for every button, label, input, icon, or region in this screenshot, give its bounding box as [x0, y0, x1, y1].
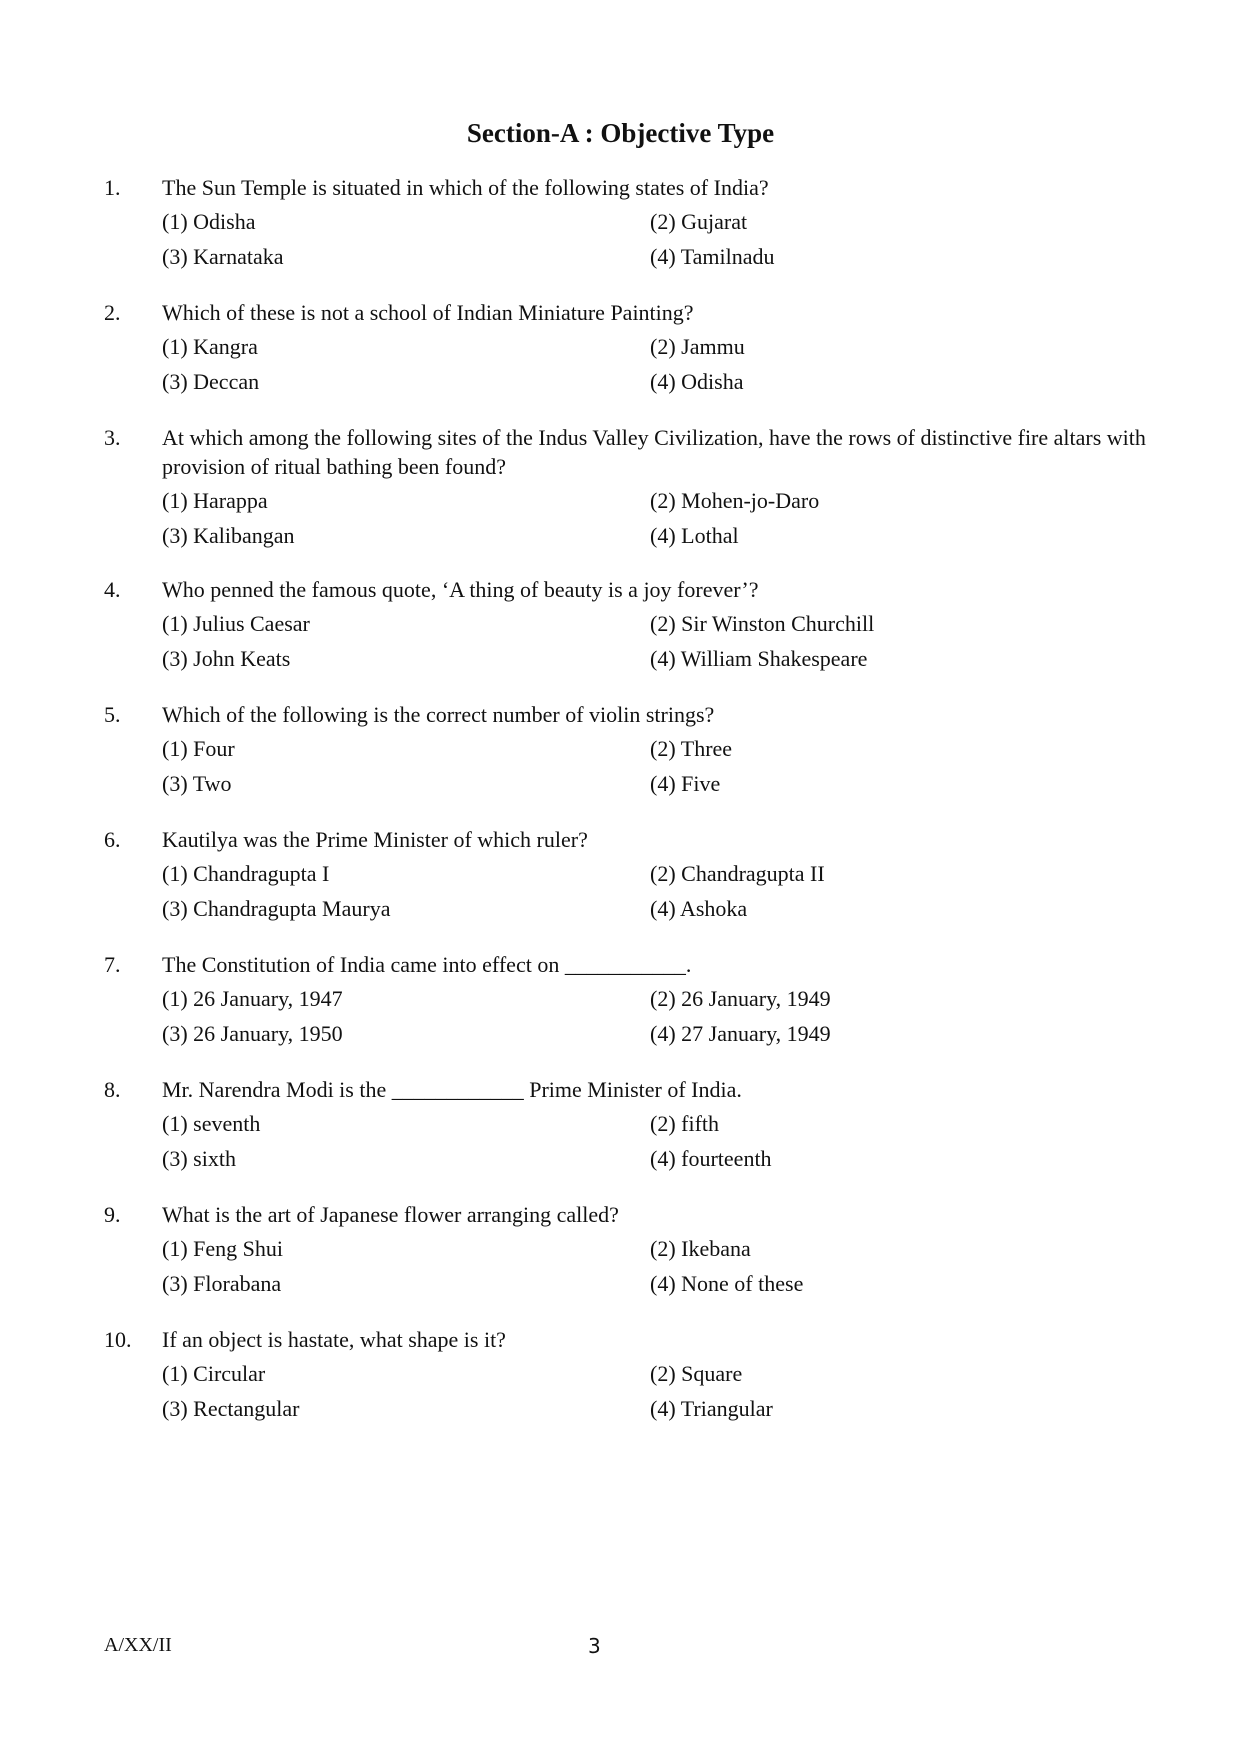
options	[162, 1234, 1164, 1304]
question-text: If an object is hastate, what shape is it?	[162, 1327, 506, 1352]
option-3: (3) sixth	[162, 1146, 236, 1171]
question-text: The Constitution of India came into effect on ___________.	[162, 952, 692, 977]
question-text: What is the art of Japanese flower arranging called?	[162, 1202, 619, 1227]
page-number: 3	[588, 1634, 601, 1658]
options	[162, 1109, 1164, 1179]
option-2: (2) Gujarat	[650, 209, 748, 234]
question-number: 2.	[104, 300, 121, 325]
paper-code: A/XX/II	[104, 1634, 172, 1656]
option-4: (4) Triangular	[650, 1396, 773, 1421]
section-title: Section-A : Objective Type	[466, 118, 775, 148]
question-number: 7.	[104, 952, 121, 977]
question-10	[104, 1325, 1164, 1429]
question-number: 5.	[104, 702, 121, 727]
option-4: (4) None of these	[650, 1271, 804, 1296]
question-text: Mr. Narendra Modi is the ____________ Prime Minister of India.	[162, 1077, 742, 1102]
question-number: 4.	[104, 577, 121, 602]
question-text: The Sun Temple is situated in which of the following states of India?	[162, 175, 769, 200]
option-3: (3) John Keats	[162, 646, 291, 671]
option-1: (1) Chandragupta I	[162, 861, 330, 886]
question-number: 3.	[104, 425, 121, 450]
question-6	[104, 825, 1164, 929]
option-2: (2) Three	[650, 736, 733, 761]
option-4: (4) Ashoka	[650, 896, 748, 921]
option-2: (2) Mohen-jo-Daro	[650, 488, 820, 513]
option-3: (3) Chandragupta Maurya	[162, 896, 391, 921]
option-3: (3) Karnataka	[162, 244, 284, 269]
option-3: (3) 26 January, 1950	[162, 1021, 343, 1046]
options	[162, 486, 1164, 556]
option-1: (1) seventh	[162, 1111, 261, 1136]
option-2: (2) Square	[650, 1361, 743, 1386]
option-4: (4) Lothal	[650, 523, 739, 548]
options	[162, 859, 1164, 929]
option-2: (2) Ikebana	[650, 1236, 751, 1261]
option-4: (4) fourteenth	[650, 1146, 772, 1171]
question-1	[104, 173, 1164, 277]
option-3: (3) Kalibangan	[162, 523, 295, 548]
question-number: 6.	[104, 827, 121, 852]
option-1: (1) Feng Shui	[162, 1236, 283, 1261]
question-number: 8.	[104, 1077, 121, 1102]
options	[162, 734, 1164, 804]
question-9	[104, 1200, 1164, 1304]
option-2: (2) fifth	[650, 1111, 720, 1136]
question-4	[104, 575, 1164, 679]
question-3	[104, 423, 1164, 556]
options	[162, 332, 1164, 402]
question-number: 1.	[104, 175, 121, 200]
question-5	[104, 700, 1164, 804]
option-1: (1) Odisha	[162, 209, 256, 234]
options	[162, 1359, 1164, 1429]
question-number: 10.	[104, 1327, 132, 1352]
option-1: (1) 26 January, 1947	[162, 986, 343, 1011]
option-2: (2) Sir Winston Churchill	[650, 611, 875, 636]
question-text: At which among the following sites of the Indus Valley Civilization, have the rows of distinctive fire altars with provision of ritual bathing been found?	[162, 425, 1146, 479]
option-2: (2) Chandragupta II	[650, 861, 825, 886]
question-number: 9.	[104, 1202, 121, 1227]
option-3: (3) Florabana	[162, 1271, 282, 1296]
option-4: (4) Tamilnadu	[650, 244, 775, 269]
option-2: (2) Jammu	[650, 334, 745, 359]
question-8	[104, 1075, 1164, 1179]
question-2	[104, 298, 1164, 402]
question-7	[104, 950, 1164, 1054]
option-1: (1) Kangra	[162, 334, 258, 359]
option-3: (3) Two	[162, 771, 232, 796]
question-text: Who penned the famous quote, ‘A thing of beauty is a joy forever’?	[162, 577, 759, 602]
question-text: Kautilya was the Prime Minister of which ruler?	[162, 827, 588, 852]
option-4: (4) Five	[650, 771, 721, 796]
options	[162, 984, 1164, 1054]
option-4: (4) William Shakespeare	[650, 646, 868, 671]
option-1: (1) Circular	[162, 1361, 266, 1386]
option-1: (1) Harappa	[162, 488, 268, 513]
options	[162, 609, 1164, 679]
question-text: Which of these is not a school of Indian Miniature Painting?	[162, 300, 694, 325]
option-1: (1) Four	[162, 736, 235, 761]
option-3: (3) Deccan	[162, 369, 260, 394]
option-2: (2) 26 January, 1949	[650, 986, 831, 1011]
option-4: (4) 27 January, 1949	[650, 1021, 831, 1046]
option-4: (4) Odisha	[650, 369, 744, 394]
options	[162, 207, 1164, 277]
option-1: (1) Julius Caesar	[162, 611, 310, 636]
question-text: Which of the following is the correct number of violin strings?	[162, 702, 715, 727]
option-3: (3) Rectangular	[162, 1396, 300, 1421]
